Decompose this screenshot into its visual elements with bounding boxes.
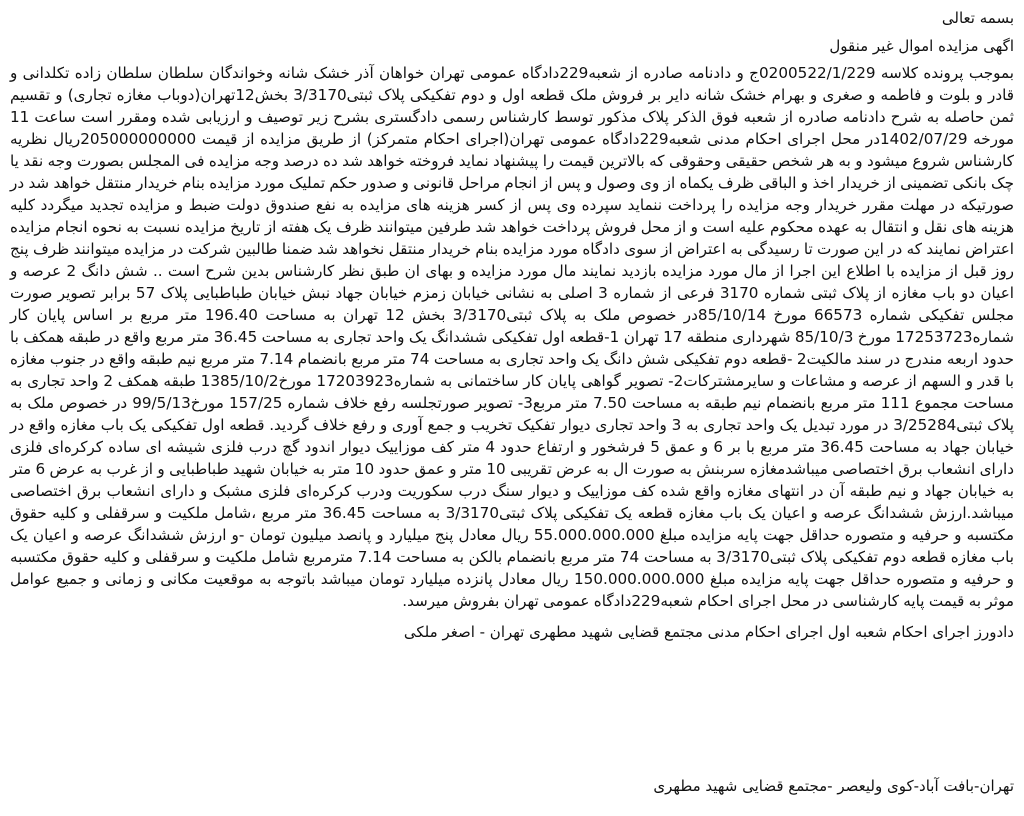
notice-title: اگهی مزایده اموال غیر منقول: [829, 37, 1014, 55]
notice-body-paragraph: بموجب پرونده کلاسه 0200522/1/229ج و دادنامه صادره از شعبه229دادگاه عمومی تهران خواهان آذر خشک شانه وخواندگان سلطان سلطان زاده تکلدانی و قادر و بلوت و فاطمه و صغری و بهرام خشک شانه دایر بر فروش ملک قطعه اول و دوم تفکیکی پلاک ثبتی3/3170 بخش12تهران(دوباب مغازه تجاری) و تقسیم ثمن حاصله به شرح دادنامه صادره از شعبه فوق الذکر پلاک مذکور توسط کارشناس رسمی دادگستری بشرح زیر توصیف و ارزیابی شده ومقرر است ساعت 11 مورخه 1402/07/29در محل اجرای احکام مدنی شعبه229دادگاه عمومی تهران(اجرای احکام متمرکز) از طریق مزایده از قیمت 205000000000ریال نظریه کارشناس شروع میشود و به هر شخص حقیقی وحقوقی که بالاترین قیمت را پیشنهاد نماید فروخته خواهد شد ده درصد وجه مزایده فی المجلس بصورت وجه نقد یا چک بانکی تضمینی از خریدار اخذ و الباقی ظرف یکماه از وی وصول و پس از انجام مراحل قانونی و صدور حکم تملیک مورد مزایده بنام خریدار منتقل خواهد شد در صورتیکه در مهلت مقرر خریدار وجه مزایده را پرداخت ننماید سپرده وی پس از کسر هزینه های مزایده به نفع صندوق دولت ضبط و مزایده تجدید میگردد کلیه هزینه های نقل و انتقال به عهده محکوم علیه است و از محل فروش پرداخت خواهد شد طرفین میتوانند ظرف یک هفته از تاریخ مزایده نسبت به نحوه انجام مزایده اعتراض نمایند که در این صورت تا رسیدگی به اعتراض از سوی دادگاه مورد مزایده بنام خریدار منتقل نخواهد شد ضمنا طالبین شرکت در مزایده میتوانند ظرف پنج روز قبل از مزایده با اطلاع این اجرا از مال مورد مزایده بازدید نمایند مال مورد مزایده و بهای ان طبق نظر کارشناس بدین شرح است .. شش دانگ 2 عرصه و اعیان دو باب مغازه از پلاک ثبتی شماره 3170 فرعی از شماره 3 اصلی به نشانی خیابان زمزم خیابان جهاد نبش خیابان طباطبایی پلاک 57 برابر تصویر صورت مجلس تفکیکی شماره 66573 مورخ 85/10/14در خصوص ملک به پلاک ثبتی3/3170 بخش 12 تهران به مساحت 196.40 متر مربع بر اساس پایان کار شماره17253723 مورخ 85/10/3 شهرداری منطقه 17 تهران 1-قطعه اول تفکیکی ششدانگ یک واحد تجاری به مساحت 36.45 متر مربع واقع در طبقه همکف با حدود اربعه مندرج در سند مالکیت2 -قطعه دوم تفکیکی شش دانگ یک واحد تجاری به مساحت 74 متر مربع بانضمام 7.14 متر مربع نیم طبقه واقع در جنوب مغازه با قدر و السهم از عرصه و مشاعات و سایرمشترکات2- تصویر گواهی پایان کار ساختمانی به شماره17203923 مورخ1385/10/2 طبقه همکف 2 واحد تجاری به مساحت مجموع 111 متر مربع بانضمام نیم طبقه به مساحت 7.50 متر مربع3- تصویر صورتجلسه رفع خلاف شماره 157/25 مورخ99/5/13 در خصوص ملک به پلاک ثبتی3/25284 در مورد تبدیل یک واحد تجاری به 3 واحد تجاری دیوار تفکیک تخریب و جمع آوری و رفع خلاف گردید. قطعه اول تفکیکی یک باب مغازه واقع در خیابان جهاد به مساحت 36.45 متر مربع با بر 6 و عمق 5 فرشخور و ارتفاع حدود 4 متر کف موزاییک دیوار اندود گچ درب فلزی شیشه ای ساده کرکره‌ای فلزی دارای انشعاب برق اختصاصی میباشدمغازه سربنش به صورت ال به عرض تقریبی 10 متر و عمق حدود 10 متر به خیابان شهید طباطبایی و از غرب به عرض 6 متر به خیابان جهاد و نیم طبقه آن در انتهای مغازه واقع شده کف موزاییک و دیوار سنگ درب سکوریت ودرب کرکره‌ای فلزی مشبک و دارای انشعاب برق اختصاصی میباشد.ارزش ششدانگ عرصه و اعیان یک باب مغازه قطعه یک تفکیکی پلاک ثبتی3/3170 به مساحت 36.45 متر مربع ،شامل ملکیت و سرقفلی و کلیه حقوق مکتسبه و حرفیه و متصوره حداقل جهت پایه مزایده مبلغ 55.000.000.000 ریال معادل پنج میلیارد و پانصد میلیون تومان -و ارزش ششدانگ عرصه و اعیان یک باب مغازه قطعه دوم تفکیکی پلاک ثبتی3/3170 به مساحت 74 متر مربع بانضمام بالکن به مساحت 7.14 مترمربع شامل ملکیت و سرقفلی و کلیه حقوق مکتسبه و حرفیه و متصوره حداقل جهت پایه مزایده مبلغ 150.000.000.000 ریال معادل پانزده میلیارد تومان میباشد باتوجه به موقعیت مکانی و زمانی و جمیع عوامل موثر به قیمت پایه کارشناسی در محل اجرای احکام شعبه229دادگاه عمومی تهران بفروش میرسد.: [10, 64, 1015, 610]
signature-line: دادورز اجرای احکام شعبه اول اجرای احکام مدنی مجتمع قضایی شهید مطهری تهران - اصغر ملکی: [403, 623, 1014, 641]
address-line: تهران-بافت آباد-کوی ولیعصر -مجتمع قضایی شهید مطهری: [653, 777, 1014, 795]
basmala-heading: بسمه تعالی: [941, 9, 1014, 27]
